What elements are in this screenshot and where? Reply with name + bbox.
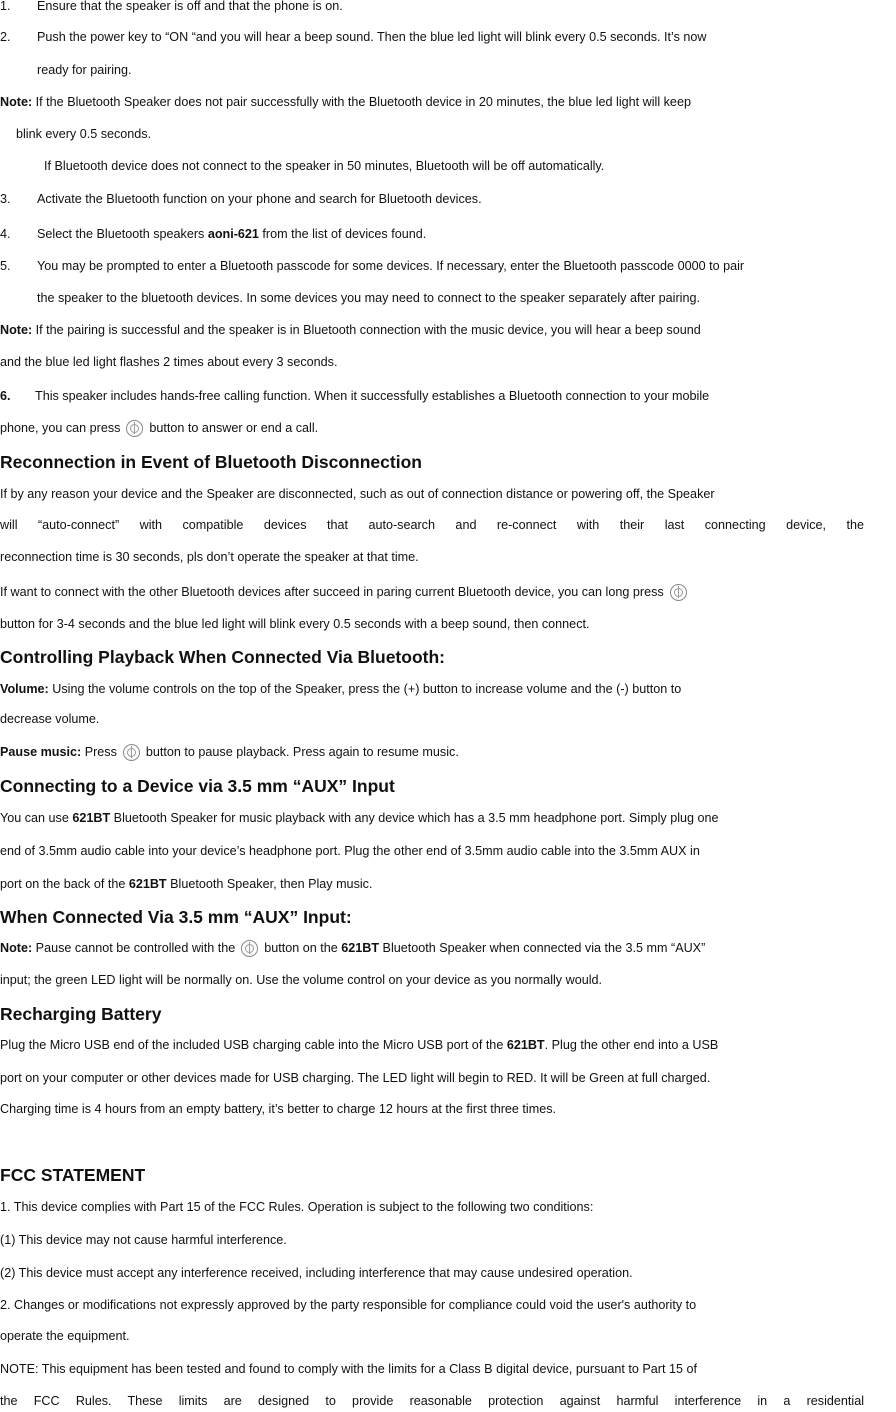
volume-note-continued: decrease volume.	[0, 712, 100, 726]
step-2-number: 2.	[0, 30, 11, 44]
battery-line-1: Plug the Micro USB end of the included USB charging cable into the Micro USB port of the 621BT. Plug the other end into a USB	[0, 1038, 719, 1052]
fcc-line: (1) This device may not cause harmful interference.	[0, 1233, 287, 1247]
fcc-line: 2. Changes or modifications not expressly approved by the party responsible for compliance could void the user's authority to	[0, 1298, 697, 1312]
note-pairing-success: Note: If the pairing is successful and the speaker is in Bluetooth connection with the music device, you will hear a beep sound	[0, 323, 701, 337]
step-6-number: 6.	[0, 389, 11, 403]
step-1-number: 1.	[0, 0, 11, 13]
step-5-number: 5.	[0, 259, 11, 273]
step-5-continued: the speaker to the bluetooth devices. In some devices you may need to connect to the speaker separately after pairing.	[37, 291, 700, 305]
step-2-continued: ready for pairing.	[37, 63, 132, 77]
step-3-text: Activate the Bluetooth function on your phone and search for Bluetooth devices.	[37, 192, 482, 206]
fcc-line: (2) This device must accept any interference received, including interference that may cause undesired operation.	[0, 1266, 633, 1280]
fcc-line: 1. This device complies with Part 15 of the FCC Rules. Operation is subject to the following two conditions:	[0, 1200, 594, 1214]
aux-line-3: port on the back of the 621BT Bluetooth Speaker, then Play music.	[0, 877, 373, 891]
play-pause-icon	[670, 584, 687, 601]
reconnection-line-5: button for 3-4 seconds and the blue led light will blink every 0.5 seconds with a beep sound, then connect.	[0, 617, 590, 631]
step-6-continued: phone, you can press button to answer or end a call.	[0, 420, 318, 437]
pause-music-note: Pause music: Press button to pause playback. Press again to resume music.	[0, 744, 459, 761]
note-bluetooth-off: If Bluetooth device does not connect to the speaker in 50 minutes, Bluetooth will be off automatically.	[44, 159, 605, 173]
fcc-line: operate the equipment.	[0, 1329, 130, 1343]
play-pause-icon	[241, 940, 258, 957]
fcc-heading: FCC STATEMENT	[0, 1165, 146, 1185]
playback-heading: Controlling Playback When Connected Via Bluetooth:	[0, 647, 445, 667]
note-pairing-timeout: Note: If the Bluetooth Speaker does not pair successfully with the Bluetooth device in 20 minutes, the blue led light will keep	[0, 95, 691, 109]
aux-heading: Connecting to a Device via 3.5 mm “AUX” Input	[0, 776, 395, 796]
aux-input-note-continued: input; the green LED light will be normally on. Use the volume control on your device as you normally would.	[0, 973, 603, 987]
fcc-line: NOTE: This equipment has been tested and found to comply with the limits for a Class B digital device, pursuant to Part 15 of	[0, 1362, 697, 1376]
reconnection-heading: Reconnection in Event of Bluetooth Disconnection	[0, 452, 422, 472]
fcc-line: the FCC Rules. These limits are designed to provide reasonable protection against harmful interference in a residential	[0, 1394, 864, 1408]
step-2-text: Push the power key to “ON “and you will hear a beep sound. Then the blue led light will blink every 0.5 seconds. It’s now	[37, 30, 707, 44]
step-4-text: Select the Bluetooth speakers aoni-621 from the list of devices found.	[37, 227, 427, 241]
volume-note: Volume: Using the volume controls on the top of the Speaker, press the (+) button to increase volume and the (-) button to	[0, 682, 682, 696]
step-1-text: Ensure that the speaker is off and that the phone is on.	[37, 0, 343, 13]
reconnection-line-3: reconnection time is 30 seconds, pls don’t operate the speaker at that time.	[0, 550, 419, 564]
step-5-text: You may be prompted to enter a Bluetooth passcode for some devices. If necessary, enter the Bluetooth passcode 0000 to pair	[37, 259, 745, 273]
reconnection-line-4: If want to connect with the other Bluetooth devices after succeed in paring current Bluetooth device, you can long press	[0, 584, 693, 601]
play-pause-icon	[126, 420, 143, 437]
step-4-number: 4.	[0, 227, 11, 241]
aux-input-heading: When Connected Via 3.5 mm “AUX” Input:	[0, 907, 352, 927]
aux-line-2: end of 3.5mm audio cable into your device’s headphone port. Plug the other end of 3.5mm audio cable into the 3.5mm AUX in	[0, 844, 700, 858]
battery-line-2: port on your computer or other devices made for USB charging. The LED light will begin to RED. It will be Green at full charged.	[0, 1071, 711, 1085]
note-pairing-success-continued: and the blue led light flashes 2 times about every 3 seconds.	[0, 355, 338, 369]
battery-line-3: Charging time is 4 hours from an empty battery, it’s better to charge 12 hours at the first three times.	[0, 1102, 557, 1116]
note-pairing-continued: blink every 0.5 seconds.	[16, 127, 152, 141]
aux-input-note: Note: Pause cannot be controlled with the button on the 621BT Bluetooth Speaker when connected via the 3.5 mm “AUX”	[0, 940, 705, 957]
reconnection-line-2: will “auto-connect” with compatible devices that auto-search and re-connect with their last connecting device, the	[0, 518, 864, 532]
reconnection-line-1: If by any reason your device and the Speaker are disconnected, such as out of connection distance or powering off, the Speaker	[0, 487, 715, 501]
step-6-text: This speaker includes hands-free calling function. When it successfully establishes a Bluetooth connection to your mobile	[35, 389, 710, 403]
play-pause-icon	[123, 744, 140, 761]
battery-heading: Recharging Battery	[0, 1004, 162, 1024]
step-3-number: 3.	[0, 192, 11, 206]
aux-line-1: You can use 621BT Bluetooth Speaker for music playback with any device which has a 3.5 mm headphone port. Simply plug one	[0, 811, 719, 825]
